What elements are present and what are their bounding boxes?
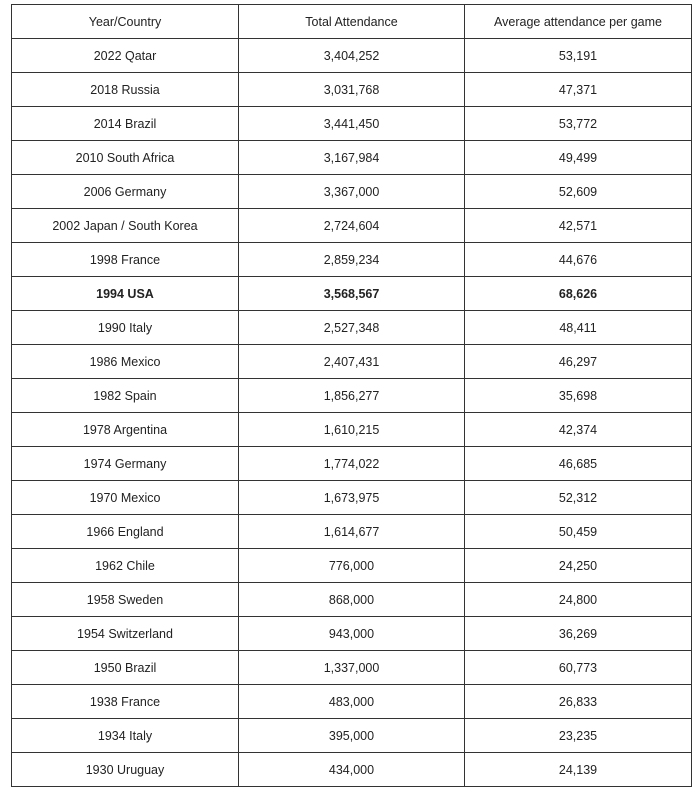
cell-total-attendance: 776,000: [239, 549, 465, 583]
cell-total-attendance: 1,673,975: [239, 481, 465, 515]
table-row: [12, 481, 692, 515]
table-row: [12, 175, 692, 209]
cell-year-country: 2002 Japan / South Korea: [12, 209, 239, 243]
table-row: [12, 379, 692, 413]
table-row: [12, 515, 692, 549]
cell-total-attendance: 2,527,348: [239, 311, 465, 345]
table-row: [12, 209, 692, 243]
cell-year-country: 1998 France: [12, 243, 239, 277]
cell-total-attendance: 1,614,677: [239, 515, 465, 549]
cell-total-attendance: 483,000: [239, 685, 465, 719]
cell-year-country: 1974 Germany: [12, 447, 239, 481]
cell-year-country: 1990 Italy: [12, 311, 239, 345]
table-row: [12, 277, 692, 311]
cell-total-attendance: 3,031,768: [239, 73, 465, 107]
cell-average-attendance: 48,411: [465, 311, 692, 345]
header-year-country: Year/Country: [12, 5, 239, 39]
table-row: [12, 39, 692, 73]
cell-average-attendance: 68,626: [465, 277, 692, 311]
table-row: [12, 447, 692, 481]
cell-total-attendance: 3,367,000: [239, 175, 465, 209]
cell-total-attendance: 2,407,431: [239, 345, 465, 379]
cell-average-attendance: 23,235: [465, 719, 692, 753]
cell-total-attendance: 2,859,234: [239, 243, 465, 277]
cell-average-attendance: 46,685: [465, 447, 692, 481]
cell-year-country: 1978 Argentina: [12, 413, 239, 447]
cell-average-attendance: 49,499: [465, 141, 692, 175]
cell-average-attendance: 24,800: [465, 583, 692, 617]
cell-year-country: 2014 Brazil: [12, 107, 239, 141]
table-row: [12, 243, 692, 277]
cell-year-country: 1934 Italy: [12, 719, 239, 753]
table-row: [12, 311, 692, 345]
cell-total-attendance: 1,337,000: [239, 651, 465, 685]
cell-year-country: 1938 France: [12, 685, 239, 719]
cell-year-country: 1950 Brazil: [12, 651, 239, 685]
table-row: [12, 583, 692, 617]
cell-year-country: 1986 Mexico: [12, 345, 239, 379]
cell-total-attendance: 1,856,277: [239, 379, 465, 413]
cell-average-attendance: 60,773: [465, 651, 692, 685]
table-row: [12, 651, 692, 685]
cell-average-attendance: 42,571: [465, 209, 692, 243]
cell-year-country: 1994 USA: [12, 277, 239, 311]
table-header-row: [12, 5, 692, 39]
cell-average-attendance: 53,772: [465, 107, 692, 141]
cell-average-attendance: 36,269: [465, 617, 692, 651]
table-row: [12, 413, 692, 447]
cell-total-attendance: 3,167,984: [239, 141, 465, 175]
cell-total-attendance: 943,000: [239, 617, 465, 651]
cell-total-attendance: 868,000: [239, 583, 465, 617]
table-row: [12, 685, 692, 719]
cell-year-country: 1982 Spain: [12, 379, 239, 413]
cell-average-attendance: 47,371: [465, 73, 692, 107]
cell-year-country: 2022 Qatar: [12, 39, 239, 73]
cell-average-attendance: 35,698: [465, 379, 692, 413]
cell-total-attendance: 395,000: [239, 719, 465, 753]
table-row: [12, 617, 692, 651]
cell-average-attendance: 24,139: [465, 753, 692, 787]
cell-average-attendance: 50,459: [465, 515, 692, 549]
cell-year-country: 1954 Switzerland: [12, 617, 239, 651]
cell-average-attendance: 44,676: [465, 243, 692, 277]
cell-average-attendance: 46,297: [465, 345, 692, 379]
cell-total-attendance: 3,404,252: [239, 39, 465, 73]
cell-year-country: 1958 Sweden: [12, 583, 239, 617]
header-total-attendance: Total Attendance: [239, 5, 465, 39]
cell-year-country: 2010 South Africa: [12, 141, 239, 175]
cell-total-attendance: 3,441,450: [239, 107, 465, 141]
table-row: [12, 141, 692, 175]
header-average-attendance: Average attendance per game: [465, 5, 692, 39]
cell-year-country: 2018 Russia: [12, 73, 239, 107]
table-row: [12, 107, 692, 141]
cell-year-country: 1930 Uruguay: [12, 753, 239, 787]
table-row: [12, 719, 692, 753]
cell-year-country: 1970 Mexico: [12, 481, 239, 515]
table-row: [12, 345, 692, 379]
cell-year-country: 1962 Chile: [12, 549, 239, 583]
cell-year-country: 1966 England: [12, 515, 239, 549]
cell-average-attendance: 26,833: [465, 685, 692, 719]
cell-average-attendance: 42,374: [465, 413, 692, 447]
cell-total-attendance: 3,568,567: [239, 277, 465, 311]
cell-average-attendance: 24,250: [465, 549, 692, 583]
cell-total-attendance: 1,610,215: [239, 413, 465, 447]
attendance-table: [11, 4, 692, 787]
attendance-table-container: [11, 4, 691, 787]
cell-year-country: 2006 Germany: [12, 175, 239, 209]
cell-total-attendance: 434,000: [239, 753, 465, 787]
table-row: [12, 549, 692, 583]
cell-total-attendance: 2,724,604: [239, 209, 465, 243]
table-row: [12, 753, 692, 787]
table-body: [12, 39, 692, 787]
cell-average-attendance: 53,191: [465, 39, 692, 73]
table-row: [12, 73, 692, 107]
cell-average-attendance: 52,312: [465, 481, 692, 515]
cell-total-attendance: 1,774,022: [239, 447, 465, 481]
cell-average-attendance: 52,609: [465, 175, 692, 209]
